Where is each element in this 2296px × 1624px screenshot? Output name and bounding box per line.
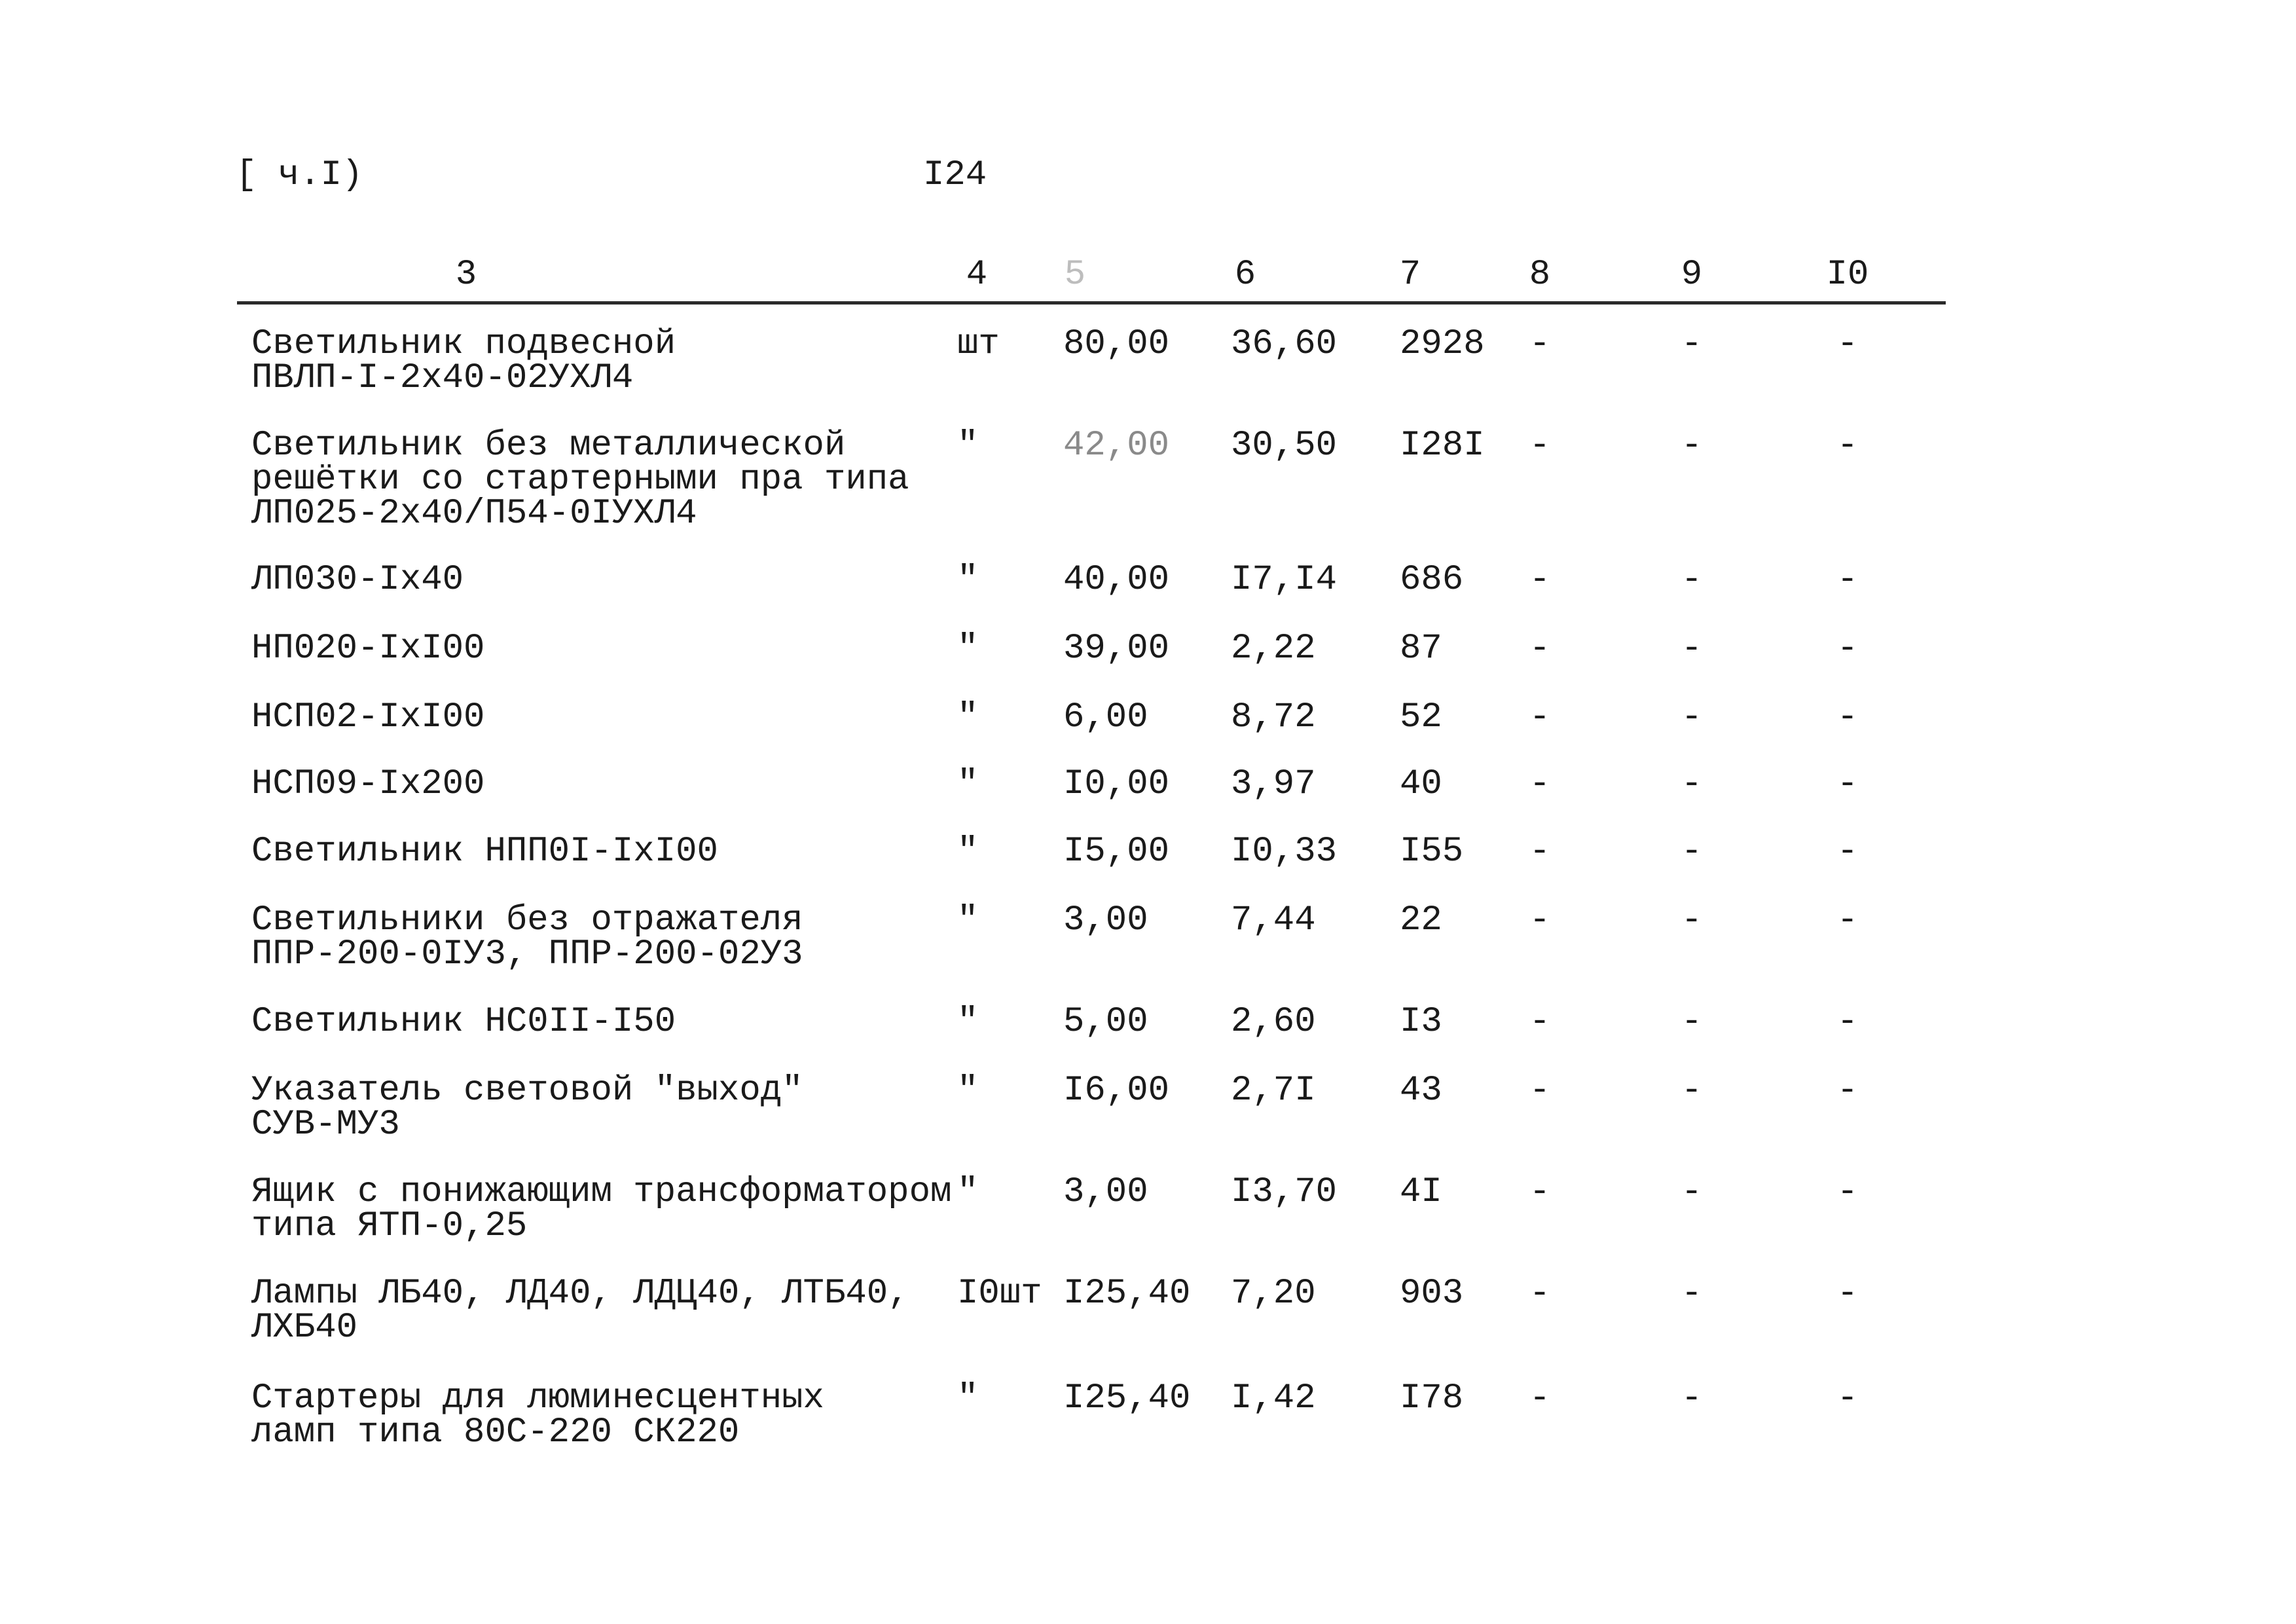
unit-cell: I0шт (957, 1274, 1042, 1314)
col10-cell: - (1836, 324, 1859, 364)
total-cell: I3 (1400, 1002, 1442, 1042)
column-header-10: I0 (1826, 255, 1869, 295)
col9-cell: - (1681, 1378, 1703, 1418)
quantity-cell: 80,00 (1063, 324, 1170, 364)
item-name-line: Указатель световой "выход" (251, 1071, 803, 1111)
col8-cell: - (1529, 1002, 1551, 1042)
price-cell: 8,72 (1231, 697, 1316, 737)
col10-cell: - (1836, 1274, 1859, 1314)
column-header-9: 9 (1681, 255, 1703, 295)
item-name-line: СУВ-МУ3 (251, 1105, 400, 1145)
col8-cell: - (1529, 629, 1551, 669)
unit-cell: " (957, 697, 979, 737)
price-cell: 7,44 (1231, 900, 1316, 940)
price-cell: 2,60 (1231, 1002, 1316, 1042)
table-header-row (237, 249, 1946, 304)
col9-cell: - (1681, 629, 1703, 669)
total-cell: 43 (1400, 1071, 1442, 1111)
item-name-line: Светильник НПП0I-IхI00 (251, 832, 718, 872)
item-name-line: Лампы ЛБ40, ЛД40, ЛДЦ40, ЛТБ40, (251, 1274, 909, 1314)
item-name-line: типа ЯТП-0,25 (251, 1206, 528, 1246)
total-cell: 52 (1400, 697, 1442, 737)
quantity-cell: 40,00 (1063, 560, 1170, 600)
col9-cell: - (1681, 1071, 1703, 1111)
item-name-line: ЛП025-2х40/П54-0IУХЛ4 (251, 494, 697, 534)
unit-cell: " (957, 832, 979, 872)
col8-cell: - (1529, 764, 1551, 804)
col9-cell: - (1681, 697, 1703, 737)
total-cell: 40 (1400, 764, 1442, 804)
quantity-cell: I5,00 (1063, 832, 1170, 872)
col8-cell: - (1529, 1274, 1551, 1314)
quantity-cell: 3,00 (1063, 900, 1148, 940)
total-cell: 22 (1400, 900, 1442, 940)
col9-cell: - (1681, 900, 1703, 940)
unit-cell: " (957, 1378, 979, 1418)
quantity-cell: 39,00 (1063, 629, 1170, 669)
item-name-line: НП020-IхI00 (251, 629, 485, 669)
col10-cell: - (1836, 1378, 1859, 1418)
price-cell: I7,I4 (1231, 560, 1338, 600)
quantity-cell: 6,00 (1063, 697, 1148, 737)
col10-cell: - (1836, 697, 1859, 737)
total-cell: I28I (1400, 426, 1485, 466)
column-header-8: 8 (1529, 255, 1551, 295)
quantity-cell: I25,40 (1063, 1274, 1191, 1314)
col10-cell: - (1836, 560, 1859, 600)
col8-cell: - (1529, 1071, 1551, 1111)
item-name-line: ламп типа 80С-220 СК220 (251, 1412, 740, 1452)
col10-cell: - (1836, 1071, 1859, 1111)
price-cell: I0,33 (1231, 832, 1338, 872)
column-header-6: 6 (1234, 255, 1256, 295)
unit-cell: шт (957, 324, 1000, 364)
item-name-line: ЛП030-Iх40 (251, 560, 464, 600)
section-label: [ ч.I) (236, 155, 363, 195)
total-cell: 4I (1400, 1172, 1442, 1212)
price-cell: 36,60 (1231, 324, 1338, 364)
price-cell: 7,20 (1231, 1274, 1316, 1314)
item-name-line: НСП09-Iх200 (251, 764, 485, 804)
col8-cell: - (1529, 832, 1551, 872)
unit-cell: " (957, 560, 979, 600)
total-cell: 2928 (1400, 324, 1485, 364)
page-header (236, 149, 1087, 202)
unit-cell: " (957, 764, 979, 804)
total-cell: 903 (1400, 1274, 1464, 1314)
col10-cell: - (1836, 764, 1859, 804)
col8-cell: - (1529, 1172, 1551, 1212)
col9-cell: - (1681, 560, 1703, 600)
col8-cell: - (1529, 426, 1551, 466)
item-name-line: НСП02-IхI00 (251, 697, 485, 737)
quantity-cell: 3,00 (1063, 1172, 1148, 1212)
total-cell: I78 (1400, 1378, 1464, 1418)
col9-cell: - (1681, 764, 1703, 804)
total-cell: 87 (1400, 629, 1442, 669)
item-name-line: ЛХБ40 (251, 1308, 358, 1348)
col10-cell: - (1836, 426, 1859, 466)
page-number: I24 (923, 155, 987, 195)
unit-cell: " (957, 629, 979, 669)
total-cell: I55 (1400, 832, 1464, 872)
item-name-line: ППР-200-0IУ3, ППР-200-02У3 (251, 934, 803, 974)
col9-cell: - (1681, 324, 1703, 364)
col10-cell: - (1836, 1172, 1859, 1212)
item-name-line: решётки со стартерными пра типа (251, 460, 909, 500)
unit-cell: " (957, 1172, 979, 1212)
price-cell: I3,70 (1231, 1172, 1338, 1212)
col9-cell: - (1681, 1002, 1703, 1042)
col8-cell: - (1529, 697, 1551, 737)
col9-cell: - (1681, 1274, 1703, 1314)
price-cell: 3,97 (1231, 764, 1316, 804)
col9-cell: - (1681, 426, 1703, 466)
col10-cell: - (1836, 900, 1859, 940)
item-name-line: Стартеры для люминесцентных (251, 1378, 824, 1418)
column-header-5: 5 (1064, 255, 1086, 295)
column-header-4: 4 (966, 255, 988, 295)
col10-cell: - (1836, 1002, 1859, 1042)
total-cell: 686 (1400, 560, 1464, 600)
col10-cell: - (1836, 629, 1859, 669)
data-table (237, 249, 1946, 304)
unit-cell: " (957, 426, 979, 466)
item-name-line: ПВЛП-I-2х40-02УХЛ4 (251, 358, 634, 398)
item-name-line: Светильники без отражателя (251, 900, 803, 940)
item-name-line: Светильник без металлической (251, 426, 846, 466)
quantity-cell: 42,00 (1063, 426, 1170, 466)
unit-cell: " (957, 900, 979, 940)
col9-cell: - (1681, 1172, 1703, 1212)
column-header-7: 7 (1399, 255, 1421, 295)
quantity-cell: I25,40 (1063, 1378, 1191, 1418)
col10-cell: - (1836, 832, 1859, 872)
item-name-line: Светильник НС0II-I50 (251, 1002, 676, 1042)
item-name-line: Ящик с понижающим трансформатором (251, 1172, 952, 1212)
col8-cell: - (1529, 324, 1551, 364)
unit-cell: " (957, 1071, 979, 1111)
price-cell: 30,50 (1231, 426, 1338, 466)
col8-cell: - (1529, 1378, 1551, 1418)
col8-cell: - (1529, 560, 1551, 600)
col8-cell: - (1529, 900, 1551, 940)
quantity-cell: 5,00 (1063, 1002, 1148, 1042)
column-header-3: 3 (455, 255, 477, 295)
price-cell: 2,7I (1231, 1071, 1316, 1111)
price-cell: I,42 (1231, 1378, 1316, 1418)
price-cell: 2,22 (1231, 629, 1316, 669)
col9-cell: - (1681, 832, 1703, 872)
unit-cell: " (957, 1002, 979, 1042)
item-name-line: Светильник подвесной (251, 324, 676, 364)
quantity-cell: I0,00 (1063, 764, 1170, 804)
quantity-cell: I6,00 (1063, 1071, 1170, 1111)
